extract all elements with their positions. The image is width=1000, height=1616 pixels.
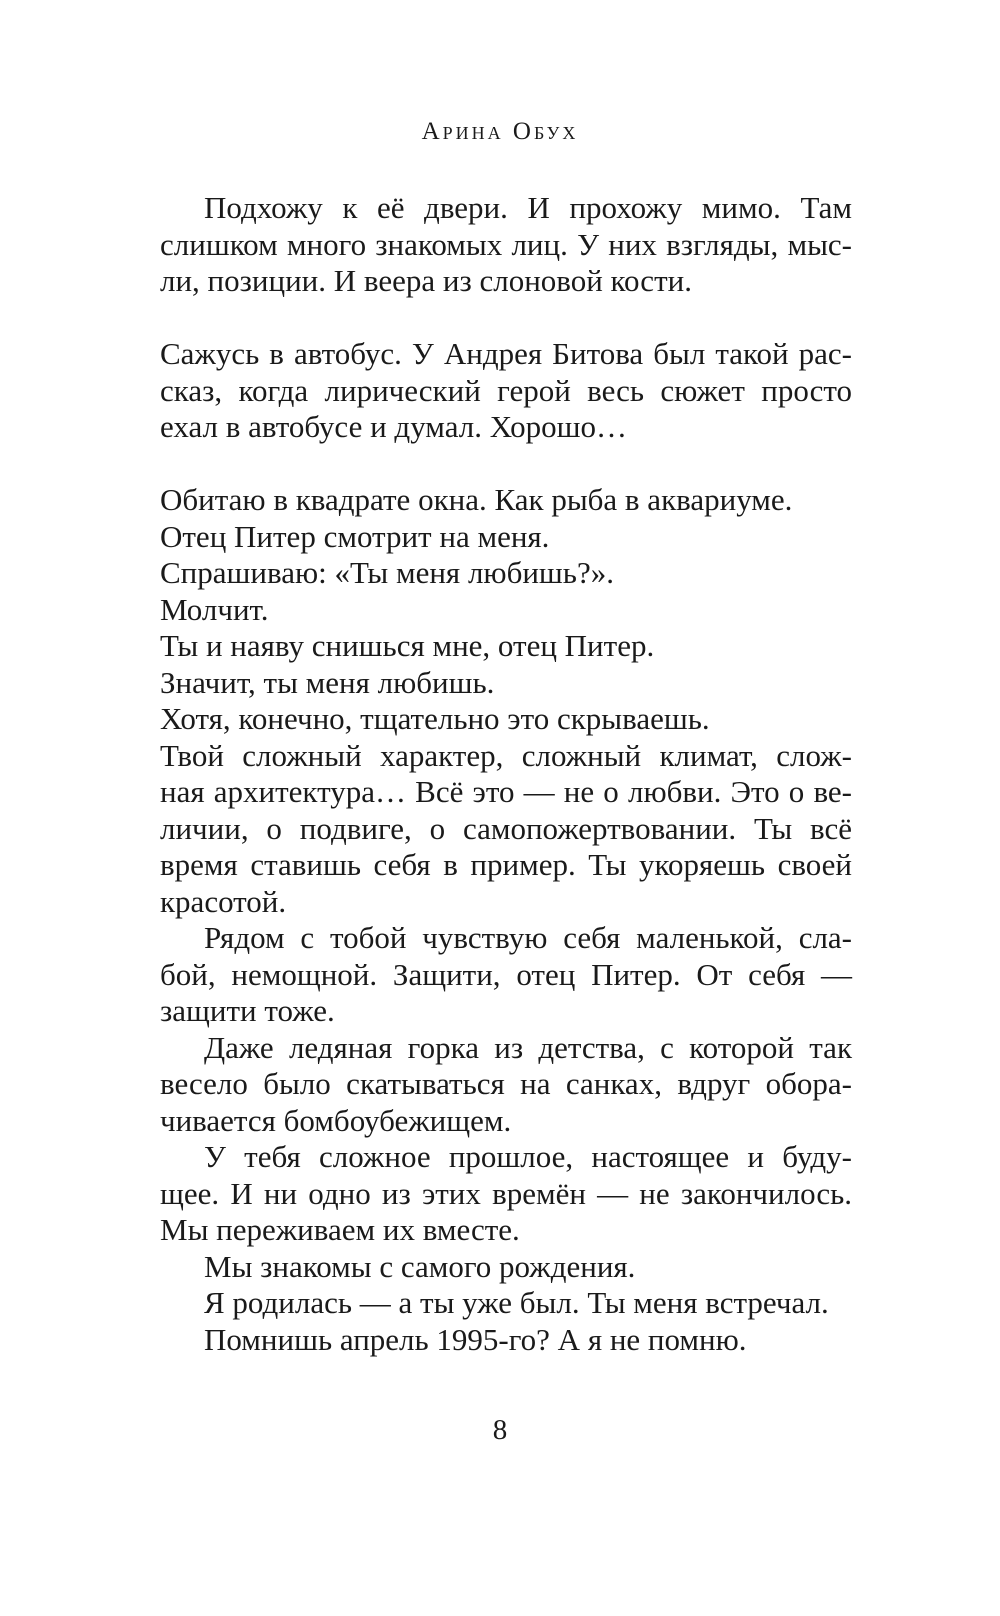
text-line: личии, о подвиге, о самопожертвовании. Ты всё bbox=[160, 810, 852, 846]
paragraph bbox=[160, 665, 852, 702]
text-line: Молчит. bbox=[160, 591, 269, 627]
text-line: Рядом с тобой чувствую себя маленькой, сла- bbox=[204, 920, 852, 955]
text-line: Хотя, конечно, тщательно это скрываешь. bbox=[160, 701, 710, 736]
text-line: чивается бомбоубежищем. bbox=[160, 1102, 512, 1138]
text-line: Отец Питер смотрит на меня. bbox=[160, 518, 550, 554]
text-line: бой, немощной. Защити, отец Питер. От себя — bbox=[160, 956, 852, 992]
paragraph bbox=[160, 336, 852, 446]
text-line: ная архитектура… Всё это — не о любви. Это о ве- bbox=[160, 774, 852, 809]
text-line: весело было скатываться на санках, вдруг обора- bbox=[160, 1066, 852, 1101]
paragraph bbox=[160, 1285, 852, 1322]
paragraph bbox=[160, 1322, 852, 1359]
paragraph bbox=[160, 1030, 852, 1140]
text-line: защити тоже. bbox=[160, 993, 335, 1028]
text-line: Значит, ты меня любишь. bbox=[160, 664, 495, 700]
text-line: Твой сложный характер, сложный климат, слож- bbox=[160, 737, 852, 773]
paragraph bbox=[160, 628, 852, 665]
text-line: красотой. bbox=[160, 883, 287, 919]
paragraph-gap bbox=[160, 300, 852, 337]
paragraph bbox=[160, 519, 852, 556]
text-line: сказ, когда лирический герой весь сюжет просто bbox=[160, 372, 852, 408]
paragraph bbox=[160, 920, 852, 1030]
text-line: Спрашиваю: «Ты меня любишь?». bbox=[160, 555, 614, 590]
text-line: Подхожу к её двери. И прохожу мимо. Там bbox=[204, 190, 852, 225]
body-text bbox=[160, 190, 852, 1358]
paragraph bbox=[160, 190, 852, 300]
paragraph bbox=[160, 482, 852, 519]
paragraph bbox=[160, 1249, 852, 1286]
text-line: ехал в автобусе и думал. Хорошо… bbox=[160, 409, 627, 444]
paragraph bbox=[160, 1139, 852, 1249]
text-line: слишком много знакомых лиц. У них взгляды, мыс- bbox=[160, 226, 852, 262]
paragraph-gap bbox=[160, 446, 852, 483]
paragraph bbox=[160, 555, 852, 592]
text-line: Мы знакомы с самого рождения. bbox=[204, 1248, 636, 1284]
text-line: Я родилась — а ты уже был. Ты меня встречал. bbox=[204, 1285, 829, 1320]
paragraph bbox=[160, 738, 852, 921]
text-line: ли, позиции. И веера из слоновой кости. bbox=[160, 263, 692, 298]
text-line: щее. И ни одно из этих времён — не закончилось. bbox=[160, 1175, 852, 1211]
paragraph bbox=[160, 701, 852, 738]
text-line: Сажусь в автобус. У Андрея Битова был такой рас- bbox=[160, 336, 852, 371]
text-line: У тебя сложное прошлое, настоящее и буду- bbox=[204, 1139, 852, 1174]
page-number: 8 bbox=[492, 1414, 508, 1446]
text-line: Ты и наяву снишься мне, отец Питер. bbox=[160, 628, 655, 663]
running-header-author: Арина Обух bbox=[421, 118, 579, 145]
paragraph bbox=[160, 592, 852, 629]
text-line: Даже ледяная горка из детства, с которой так bbox=[204, 1029, 852, 1065]
text-line: Мы переживаем их вместе. bbox=[160, 1212, 520, 1247]
text-line: Помнишь апрель 1995-го? А я не помню. bbox=[204, 1321, 747, 1357]
text-line: время ставишь себя в пример. Ты укоряешь своей bbox=[160, 847, 852, 882]
text-line: Обитаю в квадрате окна. Как рыба в аквариуме. bbox=[160, 482, 793, 517]
